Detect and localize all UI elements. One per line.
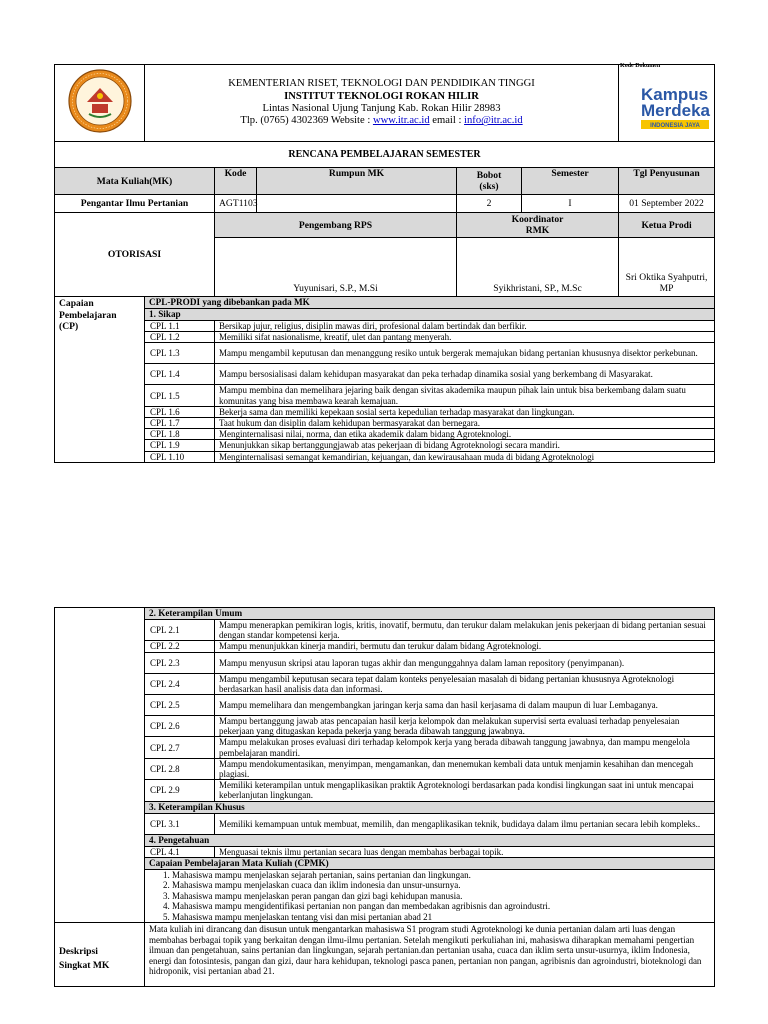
rps-title: RENCANA PEMBELAJARAN SEMESTER [55, 142, 715, 168]
kampus-logo-tagline: INDONESIA JAYA [650, 123, 700, 129]
cp-label: Capaian Pembelajaran (CP) [55, 297, 145, 463]
table-row: CPL 1.8 Menginternalisasi nilai, norma, dan etika akademik dalam bidang Agroteknologi. [55, 429, 715, 440]
cp-label-continued [55, 608, 145, 923]
kampus-logo-line1: Kampus [641, 85, 709, 104]
deskripsi-text: Mata kuliah ini dirancang dan disusun untuk mengantarkan mahasiswa S1 program studi Agroteknologi ke dunia pertanian dalam arti luas dengan membahas berbagai topik yang berkaitan dengan ilmu-ilmu pertanian. Setelah mengikuti perkuliahan ini, mahasiswa diharapkan memahami pengertian ilmuan dan pengetahuan, sains pertanian dan lingkungan, sejarah pertanian.dan pertanian usaha, cuaca dan iklim serta unsur-usurnya, iklim Indonesia, energi dan fotosintesis, pangan dan gizi, daur hara kehidupan, teknologi pasca panen, pertanian non pangan, agribisnis dan agroindustri, bioteknologi dan hidroponik, visi pertanian abad 21. [145, 923, 715, 987]
table-row: CPL 2.4 Mampu mengambil keputusan secara tepat dalam konteks penyelesaian masalah di bidang pertanian khususnya Agroteknologi berdasarkan hasil analisis data dan informasi. [55, 673, 715, 694]
tgl-header: Tgl Penyusunan [619, 168, 715, 195]
itr-seal-icon [67, 68, 133, 134]
mk-kode: AGT1103 [215, 195, 257, 213]
ministry-name: KEMENTERIAN RISET, TEKNOLOGI DAN PENDIDIKAN TINGGI [228, 78, 535, 90]
pengembang-header: Pengembang RPS [215, 213, 457, 238]
institution-logo [55, 65, 145, 142]
table-row: CPL 2.5 Mampu memelihara dan mengembangkan jaringan kerja sama dan hasil kerjasama di dalam maupun di luar Lembaganya. [55, 695, 715, 716]
pengembang-name: Yuyunisari, S.P., M.Si [215, 238, 457, 297]
kampus-merdeka-logo [639, 78, 711, 136]
table-row: CPL 2.9 Memiliki keterampilan untuk mengaplikasikan praktik Agroteknologi berdasarkan pada kondisi lingkungan saat ini untuk mencapai keberlanjutan lingkungan. [55, 780, 715, 801]
koordinator-name: Syikhristani, SP., M.Sc [457, 238, 619, 297]
table-row: CPL 1.7 Taat hukum dan disiplin dalam kehidupan bermasyarakat dan bernegara. [55, 418, 715, 429]
kode-dokumen-label: Kode Dokumen [620, 63, 661, 69]
deskripsi-table [54, 922, 715, 987]
list-item: 3. Mahasiswa mampu menjelaskan peran pangan dan gizi bagi kehidupan manusia. [163, 890, 463, 901]
table-row: CPL 2.7 Mampu melakukan proses evaluasi diri terhadap kelompok kerja yang berada dibawah tanggung jawabnya, dan mampu mengelola pembelajaran mandiri. [55, 737, 715, 758]
table-row: CPL 2.6 Mampu bertanggung jawab atas pencapaian hasil kerja kelompok dan melakukan supervisi serta evaluasi terhadap penyelesaian pekerjaan yang ditugaskan kepada pekerja yang berada dibawah tanggung jawabnya. [55, 716, 715, 737]
otorisasi-label: OTORISASI [55, 213, 215, 297]
table-row: CPL 2.2 Mampu menunjukkan kinerja mandiri, bermutu dan terukur dalam bidang Agroteknologi. [55, 641, 715, 652]
table-row: CPL 4.1 Menguasai teknis ilmu pertanian secara luas dengan membahas berbagai topik. [55, 846, 715, 857]
table-row: CPL 2.8 Mampu mendokumentasikan, menyimpan, mengamankan, dan menemukan kembali data untuk menjamin kesahihan dan mencegah plagiasi. [55, 758, 715, 779]
institution-address: Lintas Nasional Ujung Tanjung Kab. Rokan Hilir 28983 [262, 103, 501, 114]
table-row: CPL 1.5 Mampu membina dan memelihara jejaring baik dengan sivitas akademika maupun pihak lain untuk bisa berkembang dalam suatu komunitas yang bisa membawa kearah kemajuan. [55, 385, 715, 406]
website-link[interactable]: www.itr.ac.id [372, 115, 430, 127]
bobot-header: Bobot (sks) [457, 168, 522, 195]
table-row: CPL 1.2 Memiliki sifat nasionalisme, kreatif, ulet dan pantang menyerah. [55, 332, 715, 343]
rps-page-1 [54, 64, 714, 463]
ketua-name: Sri Oktika Syahputri, MP [619, 238, 715, 297]
table-row: CPL 1.6 Bekerja sama dan memiliki kepekaan sosial serta kepedulian terhadap masyarakat dan lingkungan. [55, 406, 715, 417]
deskripsi-label: Deskripsi Singkat MK [55, 923, 145, 987]
mk-tgl: 01 September 2022 [619, 195, 715, 213]
kode-header: Kode [215, 168, 257, 195]
mk-name: Pengantar Ilmu Pertanian [55, 195, 215, 213]
ketua-header: Ketua Prodi [619, 213, 715, 238]
email-link[interactable]: info@itr.ac.id [464, 115, 523, 127]
cpl-prodi-title: CPL-PRODI yang dibebankan pada MK [145, 297, 715, 309]
table-row: CPL 1.9 Menunjukkan sikap bertanggungjawab atas pekerjaan di bidang Agroteknologi secara mandiri. [55, 440, 715, 451]
mk-rumpun [257, 195, 457, 213]
table-row: CPL 1.4 Mampu bersosialisasi dalam kehidupan masyarakat dan peka terhadap dinamika sosial yang berkembang di Masyarakat. [55, 364, 715, 385]
ku-title: 2. Keterampilan Umum [145, 608, 715, 620]
cpmk-list [145, 869, 715, 923]
table-row: CPL 1.3 Mampu mengambil keputusan dan menanggung resiko untuk bergerak memajukan bidang pertanian khususnya disektor perkebunan. [55, 343, 715, 364]
table-row: CPL 1.1 Bersikap jujur, religius, disiplin mawas diri, profesional dalam bertindak dan berfikir. [55, 321, 715, 332]
list-item: 2. Mahasiswa mampu menjelaskan cuaca dan iklim indonesia dan unsur-unsurnya. [163, 880, 461, 891]
table-row: CPL 3.1 Memiliki kemampuan untuk membuat, memilih, dan mengaplikasikan teknik, budidaya dalam ilmu pertanian secara lebih kompleks.. [55, 813, 715, 834]
pengetahuan-title: 4. Pengetahuan [145, 834, 715, 846]
mk-header: Mata Kuliah(MK) [55, 168, 215, 195]
mk-semester: I [522, 195, 619, 213]
kk-title: 3. Keterampilan Khusus [145, 801, 715, 813]
kode-dokumen-cell [619, 65, 715, 142]
mk-bobot: 2 [457, 195, 522, 213]
sikap-title: 1. Sikap [145, 309, 715, 321]
rps-continuation-table [54, 607, 715, 923]
institution-name: INSTITUT TEKNOLOGI ROKAN HILIR [284, 90, 479, 102]
cpmk-title: Capaian Pembelajaran Mata Kuliah (CPMK) [145, 857, 715, 869]
table-row: CPL 2.1 Mampu menerapkan pemikiran logis, kritis, inovatif, bermutu, dan terukur dalam melakukan jenis pekerjaan di bidang pertanian sesuai dengan standar kompetensi kerja. [55, 620, 715, 641]
semester-header: Semester [522, 168, 619, 195]
list-item: 1. Mahasiswa mampu menjelaskan sejarah pertanian, sains pertanian dan lingkungan. [163, 869, 471, 880]
koordinator-header: Koordinator RMK [457, 213, 619, 238]
rps-header-table [54, 64, 715, 463]
rumpun-header: Rumpun MK [257, 168, 457, 195]
institution-header [145, 65, 619, 142]
list-item: 4. Mahasiswa mampu mengidentifikasi pertanian non pangan dan membedakan agribisnis dan agroindustri. [163, 901, 551, 912]
kampus-logo-line2: Merdeka [641, 101, 711, 120]
table-row: CPL 1.10 Menginternalisasi semangat kemandirian, kejuangan, dan kewirausahaan muda di bidang Agroteknologi [55, 451, 715, 462]
institution-contact: Tlp. (0765) 4302369 Website : www.itr.ac.id email : info@itr.ac.id [240, 115, 523, 127]
list-item: 5. Mahasiswa mampu menjelaskan tentang visi dan misi pertanian abad 21 [163, 911, 433, 922]
rps-page-2 [54, 607, 714, 987]
table-row: CPL 2.3 Mampu menyusun skripsi atau laporan tugas akhir dan mengunggahnya dalam laman repository (penyimpanan). [55, 652, 715, 673]
